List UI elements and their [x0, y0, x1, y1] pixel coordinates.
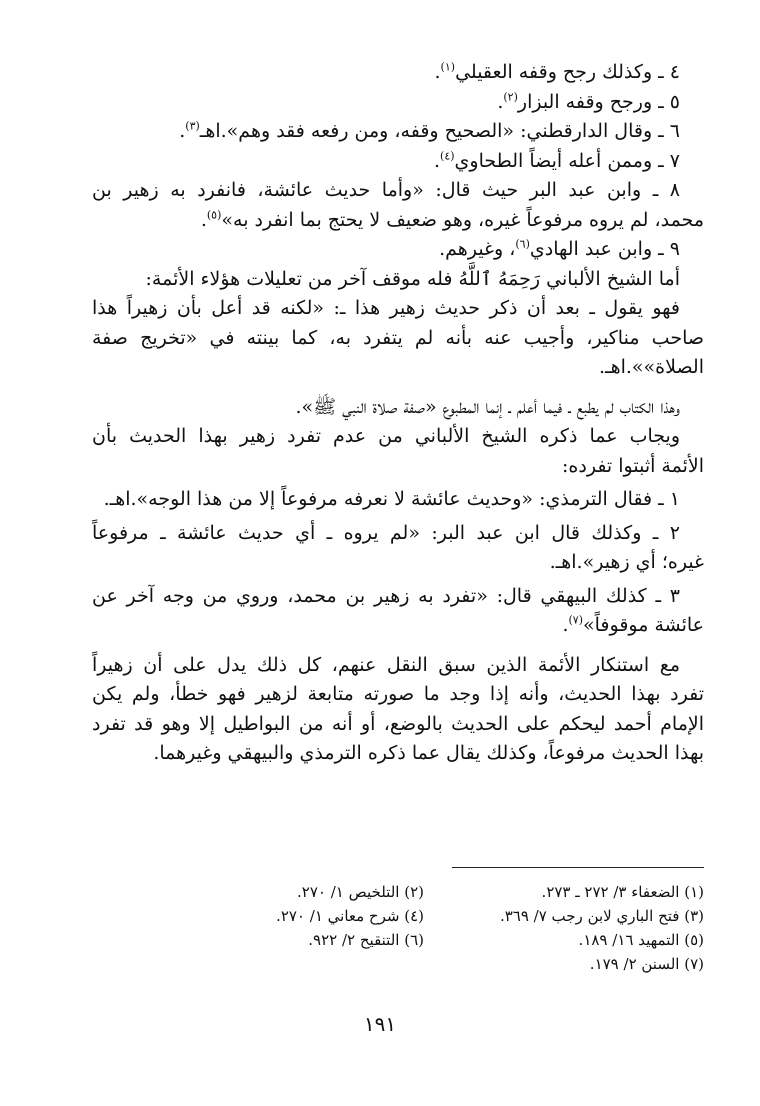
footnote-divider [452, 867, 704, 868]
body-line: غيره؛ أي زهير».اهـ. [549, 551, 704, 573]
body-line: ٤ ـ وكذلك رجح وقفه العقيلي$^{(١)}$. [434, 60, 680, 83]
body-line: فهو يقول ـ بعد أن ذكر حديث زهير هذا ـ: «لكنه قد أعل بأن زهيراً هذا [92, 297, 680, 319]
footnote-6: (٦) التنقيح ٢/ ٩٢٢. [308, 931, 424, 949]
footnote-2: (٢) التلخيص ١/ ٢٧٠. [297, 883, 424, 901]
body-line: ويجاب عما ذكره الشيخ الألباني من عدم تفرد زهير بهذا الحديث بأن [92, 425, 680, 447]
body-line: وهذا الكتاب لم يطبع ـ فيما أعلم ـ إنما المطبوع «صفة صلاة النبي ﷺ». [295, 395, 680, 418]
body-line: مع استنكار الأئمة الذين سبق النقل عنهم، كل ذلك يدل على أن زهيراً [92, 653, 680, 676]
body-line: أما الشيخ الألباني رَحِمَهُ ٱللَّهُ فله موقف آخر من تعليلات هؤلاء الأئمة: [145, 267, 680, 290]
body-line: بهذا الحديث مرفوعاً، وكذلك يقال عما ذكره الترمذي والبيهقي وغيرهما. [153, 742, 704, 764]
body-line: ١ ـ فقال الترمذي: «وحديث عائشة لا نعرفه مرفوعاً إلا من هذا الوجه».اهـ. [103, 488, 680, 510]
body-line: ٥ ـ ورجح وقفه البزار$^{(٢)}$. [497, 90, 680, 113]
body-line: ٣ ـ كذلك البيهقي قال: «تفرد به زهير بن محمد، وروي من وجه آخر عن [92, 584, 680, 607]
footnote-1: (١) الضعفاء ٣/ ٢٧٢ ـ ٢٧٣. [541, 883, 704, 901]
body-line: تفرد بهذا الحديث، وأنه إذا وجد ما صورته متابعة لزهير فهو خطأ، ولم يكن [92, 683, 704, 705]
body-line: ٨ ـ وابن عبد البر حيث قال: «وأما حديث عائشة، فانفرد به زهير بن [92, 179, 680, 201]
body-text [92, 58, 704, 769]
footnote-empty [144, 952, 424, 976]
footnote-row [144, 904, 704, 928]
body-line: عائشة موقوفاً»$^{(٧)}$. [562, 613, 704, 636]
body-line: صاحب مناكير، وأجيب عنه بأنه لم يتفرد به، كما بينته في «تخريج صفة [92, 326, 704, 349]
page-number: ١٩١ [363, 1012, 397, 1036]
body-line: الصلاة»».اهـ. [598, 356, 704, 378]
footnote-5: (٥) التمهيد ١٦/ ١٨٩. [578, 931, 704, 949]
footnote-row [144, 880, 704, 904]
footnote-row [144, 952, 704, 976]
body-line: الأئمة أثبتوا تفرده: [562, 454, 704, 477]
footnote-7: (٧) السنن ٢/ ١٧٩. [589, 955, 704, 973]
footnote-4: (٤) شرح معاني ١/ ٢٧٠. [276, 907, 424, 925]
footnote-row [144, 928, 704, 952]
footnotes [144, 880, 704, 976]
body-line: محمد، لم يروه مرفوعاً غيره، وهو ضعيف لا يحتج بما انفرد به»$^{(٥)}$. [200, 208, 704, 231]
body-line: ٦ ـ وقال الدارقطني: «الصحيح وقفه، ومن رفعه فقد وهم».اهـ$^{(٣)}$. [179, 119, 680, 142]
footnote-3: (٣) فتح الباري لابن رجب ٧/ ٣٦٩. [499, 907, 704, 925]
body-line: ٩ ـ وابن عبد الهادي$^{(٦)}$، وغيرهم. [439, 237, 680, 260]
body-line: ٧ ـ وممن أعله أيضاً الطحاوي$^{(٤)}$. [433, 149, 680, 172]
body-line: ٢ ـ وكذلك قال ابن عبد البر: «لم يروه ـ أي حديث عائشة ـ مرفوعاً [92, 521, 680, 544]
body-line: الإمام أحمد ليحكم على الحديث بالوضع، أو أنه من البواطيل إلا وهو قد تفرد [92, 712, 704, 735]
